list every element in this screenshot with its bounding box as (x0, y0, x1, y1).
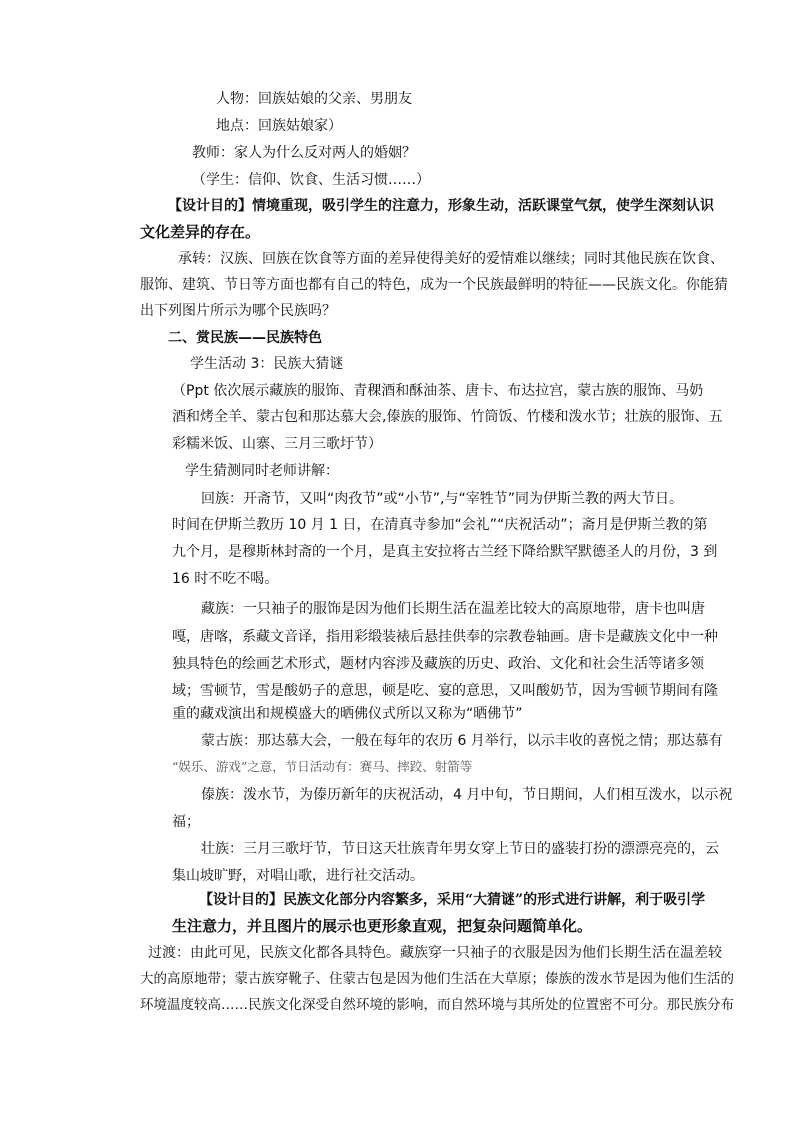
text-line: 重的藏戏演出和规模盛大的晒佛仪式所以又称为“晒佛节” (172, 706, 523, 722)
design-purpose-line: 【设计目的】民族文化部分内容繁多，采用“大猜谜”的形式进行讲解，利于吸引学 (199, 892, 706, 908)
text-line: 嘎，唐喀，系藏文音译，指用彩缎装裱后悬挂供奉的宗教卷轴画。唐卡是藏族文化中一种 (172, 629, 718, 645)
text-line: 壮族：三月三歌圩节，节日这天壮族青年男女穿上节日的盛装打扮的漂漂亮亮的，云 (201, 841, 719, 857)
text-line: 教师：家人为什么反对两人的婚姻？ (192, 145, 416, 161)
text-line: 域；雪顿节，雪是酸奶子的意思，顿是吃、宴的意思，又叫酸奶节，因为雪顿节期间有隆 (172, 683, 718, 699)
text-line: 独具特色的绘画艺术形式，题材内容涉及藏族的历史、政治、文化和社会生活等诸多领 (172, 656, 704, 672)
text-line: 蒙古族：那达慕大会，一般在每年的农历 6 月举行，以示丰收的喜悦之情；那达慕有 (201, 733, 723, 749)
text-line: 过渡：由此可见，民族文化都各具特色。藏族穿一只袖子的衣服是因为他们长期生活在温差较 (148, 945, 722, 961)
text-line: 时间在伊斯兰教历 10 月 1 日，在清真寺参加“会礼”“庆祝活动”；斋月是伊斯兰教的第 (172, 517, 708, 533)
text-line: 藏族：一只袖子的服饰是因为他们长期生活在温差比较大的高原地带，唐卡也叫唐 (201, 601, 705, 617)
text-line: 学生活动 3：民族大猜谜 (190, 356, 344, 372)
text-line: “娱乐、游戏”之意，节日活动有：赛马、摔跤、射箭等 (172, 759, 473, 774)
text-line: 九个月，是穆斯林封斋的一个月，是真主安拉将古兰经下降给默罕默德圣人的月份，3 到 (172, 544, 718, 560)
design-purpose-line: 【设计目的】情境重现，吸引学生的注意力，形象生动，活跃课堂气氛，使学生深刻认识 (168, 198, 714, 214)
section-heading: 二、赏民族——民族特色 (168, 330, 322, 346)
text-line: 服饰、建筑、节日等方面也都有自己的特色，成为一个民族最鲜明的特征——民族文化。你能猜 (140, 277, 728, 293)
design-purpose-line: 生注意力，并且图片的展示也更形象直观，把复杂问题简单化。 (172, 917, 593, 935)
text-line: （Ppt 依次展示藏族的服饰、青稞酒和酥油茶、唐卡、布达拉宫，蒙古族的服饰、马奶 (172, 383, 704, 399)
text-line: 16 时不吃不喝。 (172, 571, 279, 587)
text-line: 集山坡旷野，对唱山歌，进行社交活动。 (172, 868, 424, 884)
design-purpose-line: 文化差异的存在。 (140, 223, 261, 241)
text-line: 学生猜测同时老师讲解： (185, 463, 339, 479)
text-line: 环境温度较高……民族文化深受自然环境的影响，而自然环境与其所处的位置密不可分。那民族分布 (140, 997, 734, 1013)
text-line: 地点：回族姑娘家） (216, 118, 342, 134)
text-line: 傣族：泼水节，为傣历新年的庆祝活动，4 月中旬，节日期间，人们相互泼水，以示祝 (201, 787, 733, 803)
text-line: 人物：回族姑娘的父亲、男朋友 (216, 91, 412, 107)
text-line: 出下列图片所示为哪个民族吗？ (140, 303, 336, 319)
text-line: 承转：汉族、回族在饮食等方面的差异使得美好的爱情难以继续；同时其他民族在饮食、 (178, 251, 724, 267)
text-line: 福； (172, 814, 200, 830)
text-line: 彩糯米饭、山寨、三月三歌圩节） (172, 436, 382, 452)
text-line: （学生：信仰、饮食、生活习惯……） (192, 172, 430, 188)
text-line: 大的高原地带；蒙古族穿靴子、住蒙古包是因为他们生活在大草原；傣族的泼水节是因为他们生活的 (140, 971, 734, 987)
text-line: 酒和烤全羊、蒙古包和那达慕大会,傣族的服饰、竹筒饭、竹楼和泼水节；壮族的服饰、五 (172, 409, 723, 425)
text-line: 回族：开斋节，又叫“肉孜节”或“小节”,与“宰牲节”同为伊斯兰教的两大节日。 (201, 491, 683, 507)
